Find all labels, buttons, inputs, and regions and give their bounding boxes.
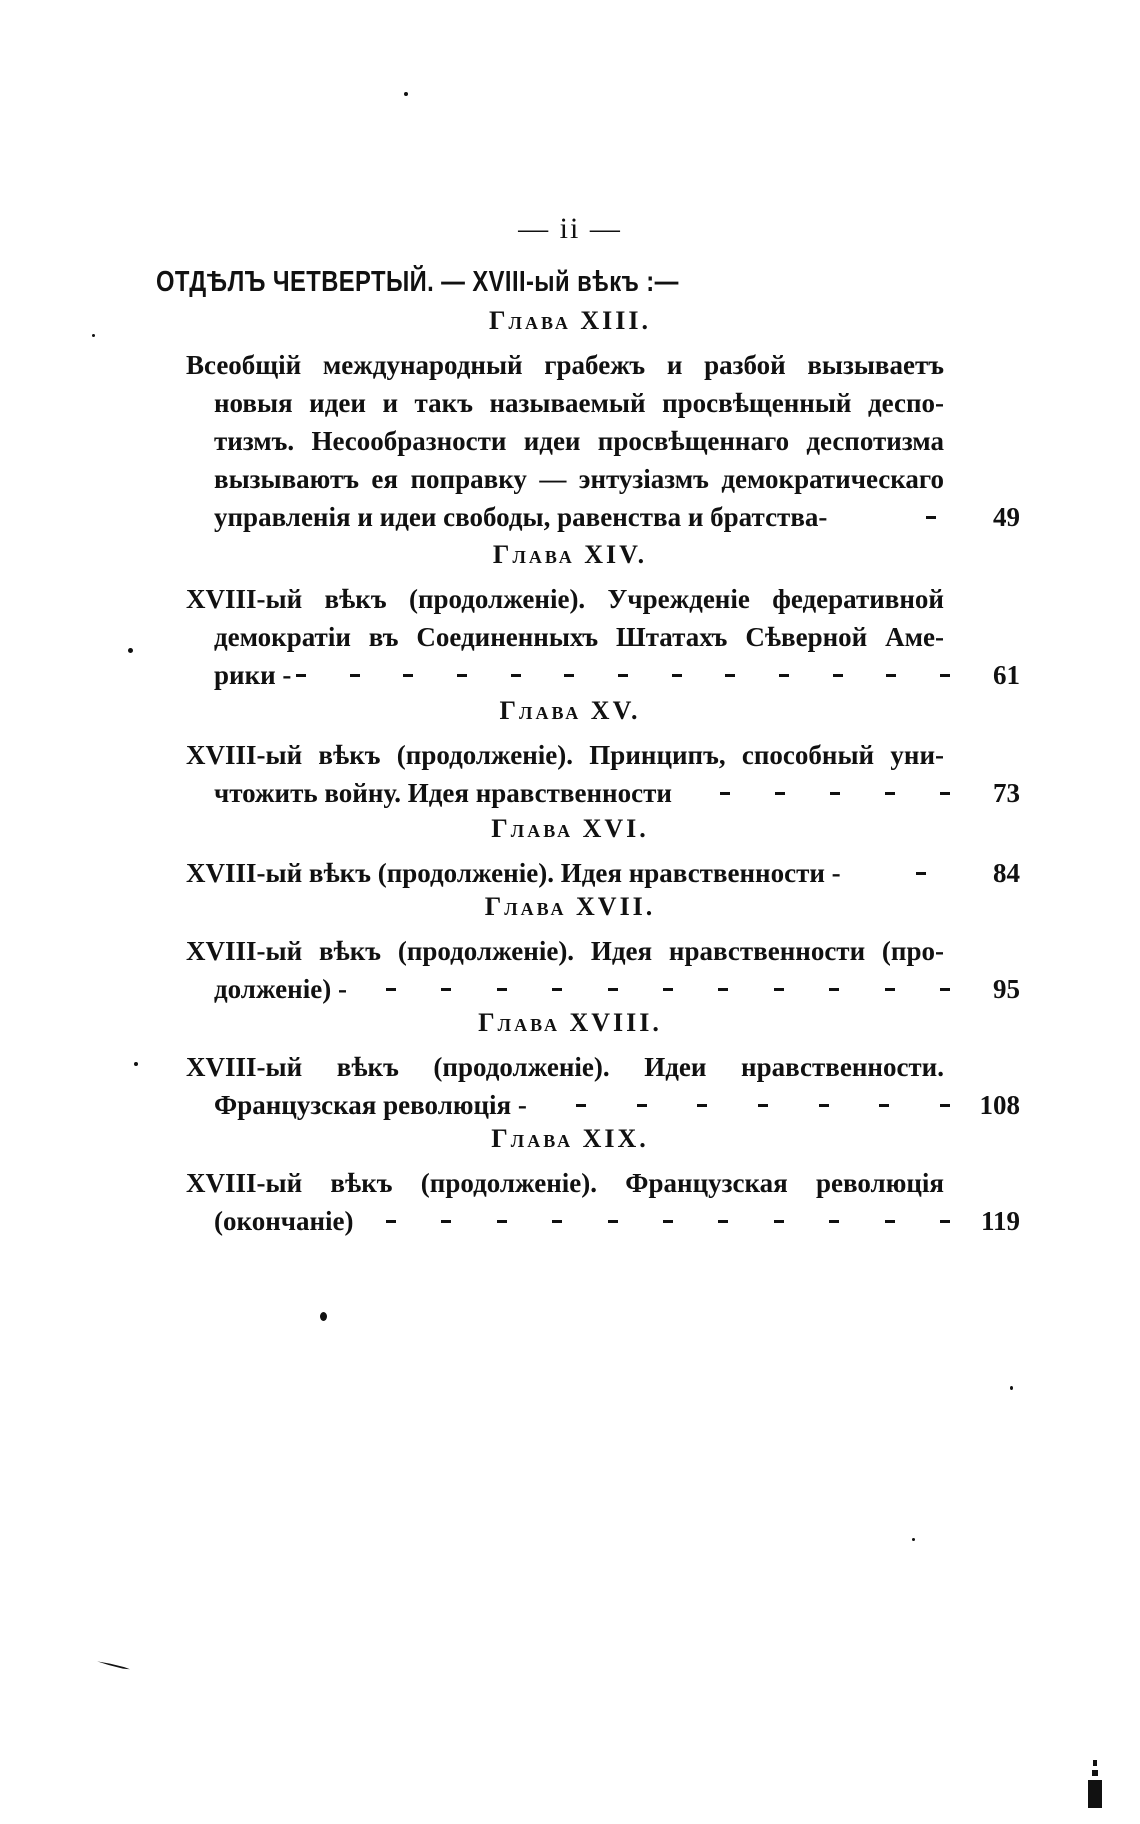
page-ref: 61 bbox=[993, 660, 1020, 690]
entry-line: (окончаніе) bbox=[214, 1206, 354, 1236]
page-ref: 73 bbox=[993, 778, 1020, 808]
page-number: — ii — bbox=[518, 212, 622, 245]
page-ref: 108 bbox=[979, 1090, 1020, 1120]
scan-speck bbox=[92, 334, 95, 337]
entry-line: XVIII-ый вѣкъ (продолженіе). Французская революція bbox=[186, 1168, 944, 1198]
entry-leader-line bbox=[186, 1202, 1020, 1240]
chapter-title-17: Глава XVII. bbox=[484, 892, 656, 921]
dot-leader bbox=[386, 1202, 950, 1240]
entry-line: новыя идеи и такъ называемый просвѣщенный деспо- bbox=[214, 388, 944, 418]
entry-line: Французская революція - bbox=[214, 1090, 527, 1120]
section-heading: ОТДѢЛЪ ЧЕТВЕРТЫЙ. — XVIII-ый вѣкъ :— bbox=[156, 266, 679, 298]
dot-leader bbox=[720, 774, 950, 812]
page-ref: 119 bbox=[980, 1206, 1020, 1236]
entry-line: управленія и идеи свободы, равенства и братства- bbox=[214, 502, 828, 532]
scan-speck bbox=[1010, 1386, 1013, 1390]
toc-entry-19 bbox=[186, 1164, 1020, 1240]
entry-line: долженіе) - bbox=[214, 974, 347, 1004]
entry-leader-line bbox=[186, 656, 1020, 694]
toc-entry-14 bbox=[186, 580, 1020, 694]
entry-line: вызываютъ ея поправку — энтузіазмъ демократическаго bbox=[214, 464, 944, 494]
scan-speck bbox=[128, 648, 133, 653]
toc-entry-15 bbox=[186, 736, 1020, 812]
scan-mark bbox=[90, 1660, 140, 1670]
chapter-title-14: Глава XIV. bbox=[492, 540, 648, 569]
entry-leader-line bbox=[186, 970, 1020, 1008]
dot-leader bbox=[916, 854, 950, 892]
scan-speck bbox=[912, 1538, 915, 1541]
dot-leader bbox=[386, 970, 950, 1008]
entry-line: XVIII-ый вѣкъ (продолженіе). Идея нравственности (про- bbox=[186, 936, 944, 966]
entry-line: тизмъ. Несообразности идеи просвѣщеннаго деспотизма bbox=[214, 426, 944, 456]
entry-line: XVIII-ый вѣкъ (продолженіе). Учрежденіе федеративной bbox=[186, 584, 944, 614]
page-ref: 49 bbox=[993, 502, 1020, 532]
chapter-title-18: Глава XVIII. bbox=[478, 1008, 662, 1037]
entry-leader-line bbox=[186, 1086, 1020, 1124]
toc-entry-13 bbox=[186, 346, 1020, 536]
dot-leader bbox=[926, 498, 950, 536]
chapter-title-19: Глава XIX. bbox=[491, 1124, 649, 1153]
entry-line: XVIII-ый вѣкъ (продолженіе). Принципъ, способный уни- bbox=[186, 740, 944, 770]
toc-entry-18 bbox=[186, 1048, 1020, 1124]
dot-leader bbox=[576, 1086, 950, 1124]
entry-line: рики - bbox=[214, 660, 292, 690]
dot-leader bbox=[296, 656, 950, 694]
chapter-title-13: Глава XIII. bbox=[489, 306, 651, 335]
entry-line: Всеобщій международный грабежъ и разбой вызываетъ bbox=[186, 350, 944, 380]
entry-line: демократіи въ Соединенныхъ Штатахъ Сѣверной Аме- bbox=[214, 622, 944, 652]
entry-line: чтожить войну. Идея нравственности bbox=[214, 778, 672, 808]
entry-leader-line bbox=[186, 854, 1020, 892]
scan-speck bbox=[404, 92, 408, 96]
toc-entry-16 bbox=[186, 854, 1020, 892]
toc-entry-17 bbox=[186, 932, 1020, 1008]
chapter-title-15: Глава XV. bbox=[499, 696, 641, 725]
scan-mark bbox=[1086, 1760, 1104, 1810]
page-ref: 95 bbox=[993, 974, 1020, 1004]
scan-speck bbox=[134, 1062, 138, 1066]
entry-line: XVIII-ый вѣкъ (продолженіе). Идеи нравственности. bbox=[186, 1052, 944, 1082]
chapter-title-16: Глава XVI. bbox=[491, 814, 649, 843]
entry-leader-line bbox=[186, 774, 1020, 812]
scan-speck bbox=[320, 1312, 327, 1321]
entry-leader-line bbox=[186, 498, 1020, 536]
entry-line: XVIII-ый вѣкъ (продолженіе). Идея нравственности - bbox=[186, 858, 841, 888]
page-ref: 84 bbox=[993, 858, 1020, 888]
